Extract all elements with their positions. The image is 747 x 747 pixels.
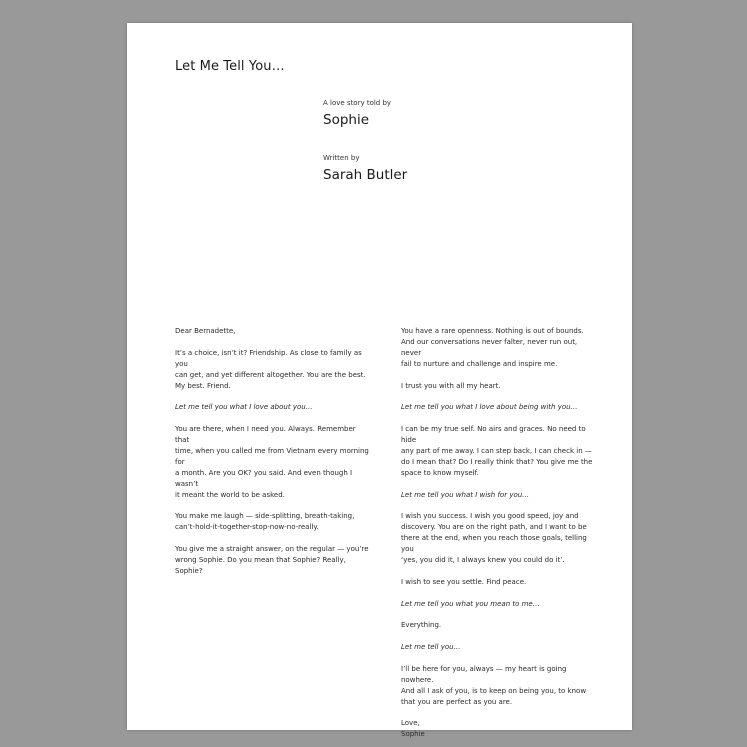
letter-column-left xyxy=(175,326,371,577)
letter-signoff: Love, Sophie xyxy=(401,719,425,739)
letter-refrain: Let me tell you what I love about you… xyxy=(175,403,313,412)
letter-paragraph: I trust you with all my heart. xyxy=(401,381,501,390)
story-teller-name: Sophie xyxy=(323,112,370,128)
author-name: Sarah Butler xyxy=(323,167,408,183)
letter-paragraph: You give me a straight answer, on the regular — you’re wrong Sophie. Do you mean that Sophie? Really, Sophie? xyxy=(175,545,369,575)
story-teller-label: A love story told by xyxy=(323,99,392,107)
letter-paragraph: You are there, when I need you. Always. Remember that time, when you called me from Vietnam every morning for a month. Are you OK? you said. And even though I wasn’t it meant the world to be asked. xyxy=(175,425,369,499)
letter-paragraph: I wish you success. I wish you good speed, joy and discovery. You are on the right path, and I want to be there at the end, when you reach those goals, telling you ‘yes, you did it, I always knew you could do it’. xyxy=(401,512,587,564)
letter-paragraph: I’ll be here for you, always — my heart is going nowhere. And all I ask of you, is to keep on being you, to know that you are perfect as you are. xyxy=(401,664,587,706)
letter-paragraph: I wish to see you settle. Find peace. xyxy=(401,577,527,586)
author-label: Written by xyxy=(323,154,360,162)
letter-refrain: Let me tell you… xyxy=(401,643,461,652)
letter-refrain: Let me tell you what I love about being with you… xyxy=(401,403,578,412)
letter-paragraph: Everything. xyxy=(401,621,442,630)
letter-paragraph: I can be my true self. No airs and graces. No need to hide any part of me away. I can step back, I can check in — do I mean that? Do I really think that? You give me the space to know myself. xyxy=(401,425,593,477)
story-title: Let Me Tell You… xyxy=(175,59,285,74)
letter-paragraph: Dear Bernadette, xyxy=(175,327,236,335)
letter-paragraph: It’s a choice, isn’t it? Friendship. As close to family as you can get, and yet different altogether. You are the best. My best. Friend. xyxy=(175,348,366,390)
letter-refrain: Let me tell you what I wish for you… xyxy=(401,490,530,499)
letter-refrain: Let me tell you what you mean to me… xyxy=(401,599,540,608)
letter-paragraph: You have a rare openness. Nothing is out of bounds. And our conversations never falter, never run out, never fail to nurture and challenge and inspire me. xyxy=(401,327,584,368)
letter-column-right xyxy=(401,326,597,740)
letter-paragraph: You make me laugh — side-splitting, breath-taking, can’t-hold-it-together-stop-now-no-really. xyxy=(175,512,355,532)
document-page xyxy=(127,23,632,739)
